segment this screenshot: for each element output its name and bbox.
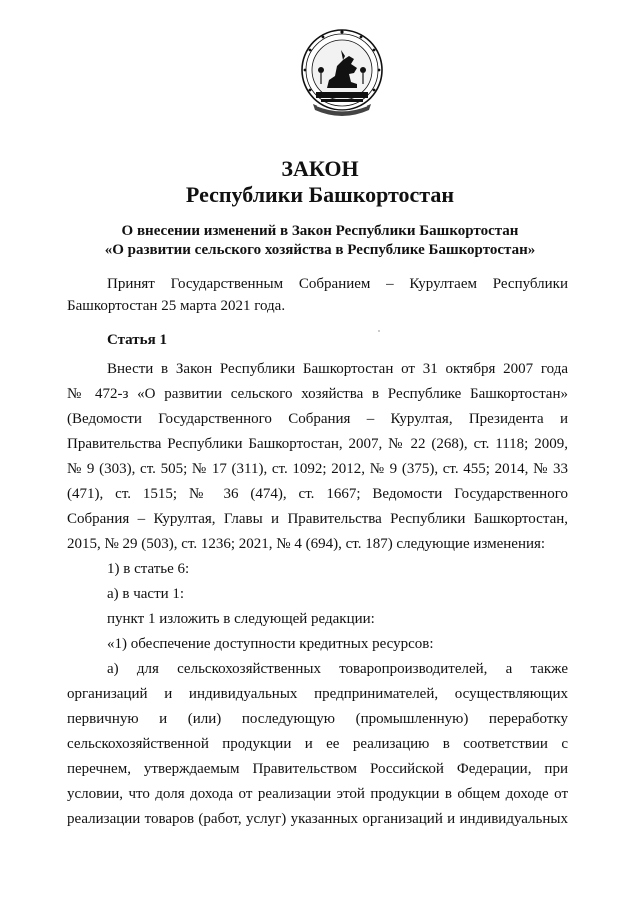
paragraph-line: реализации товаров (работ, услуг) указанных организаций и индивидуальных [67,811,568,827]
paragraph-line: № 9 (303), ст. 505; № 17 (311), ст. 1092; 2012, № 9 (375), ст. 455; 2014, № 33 [67,461,568,477]
paragraph-line: № 472-з «О развитии сельского хозяйства в Республике Башкортостан» [67,386,568,402]
scan-speck [378,330,380,332]
paragraph-line: организаций и индивидуальных предпринимателей, осуществляющих [67,686,568,702]
paragraph-line: Правительства Республики Башкортостан, 2007, № 22 (268), ст. 1118; 2009, [67,436,568,452]
paragraph-line: первичную и (или) последующую (промышленную) переработку [67,711,568,727]
paragraph-line: сельскохозяйственной продукции и ее реализацию в соответствии с [67,736,568,752]
document-subtitle: Республики Башкортостан [185,182,455,207]
law-name [0,222,640,260]
bashkortostan-coat-of-arms-icon [299,26,385,118]
paragraph-line: (471), ст. 1515; № 36 (474), ст. 1667; Ведомости Государственного [67,486,568,502]
article-heading: Статья 1 [107,332,167,348]
adoption-line: Принят Государственным Собранием – Курултаем Республики [107,276,568,292]
paragraph-line: Внести в Закон Республики Башкортостан от 31 октября 2007 года [107,361,568,377]
paragraph-line: а) для сельскохозяйственных товаропроизводителей, а также [107,661,568,677]
law-name-line: О внесении изменений в Закон Республики Башкортостан [121,223,519,239]
adoption-note [67,273,568,317]
law-name-line: «О развитии сельского хозяйства в Республике Башкортостан» [104,242,536,258]
paragraph-line: 1) в статье 6: [107,561,190,577]
paragraph-line: перечнем, утверждаемым Правительством Российской Федерации, при [67,761,568,777]
paragraph-line: 2015, № 29 (503), ст. 1236; 2021, № 4 (694), ст. 187) следующие изменения: [67,536,546,552]
paragraph-line: условии, что доля дохода от реализации этой продукции в общем доходе от [67,786,568,802]
document-title: ЗАКОН [281,156,359,181]
paragraph-line: «1) обеспечение доступности кредитных ресурсов: [107,636,434,652]
paragraph-line: Собрания – Курултая, Главы и Правительства Республики Башкортостан, [67,511,568,527]
paragraph-line: (Ведомости Государственного Собрания – Курултая, Президента и [67,411,568,427]
article-body [67,357,568,832]
paragraph-line: а) в части 1: [107,586,185,602]
adoption-line: Башкортостан 25 марта 2021 года. [67,298,286,314]
paragraph-line: пункт 1 изложить в следующей редакции: [107,611,375,627]
